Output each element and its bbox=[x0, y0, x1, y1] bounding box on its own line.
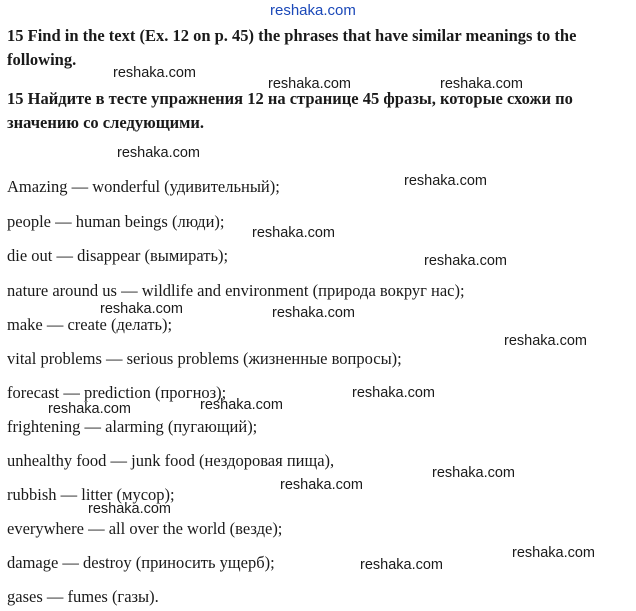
watermark: reshaka.com bbox=[352, 385, 436, 401]
watermark: reshaka.com bbox=[360, 557, 444, 573]
list-item: frightening — alarming (пугающий); bbox=[7, 417, 258, 436]
list-item: forecast — prediction (прогноз); bbox=[7, 383, 227, 402]
exercise-heading-russian: 15 Найдите в тесте упражнения 12 на странице 45 фразы, которые схожи по значению со следующими. bbox=[7, 89, 573, 132]
list-item: people — human beings (люди); bbox=[7, 212, 225, 231]
exercise-heading-english: 15 Find in the text (Ex. 12 on p. 45) the phrases that have similar meanings to the following. bbox=[7, 26, 577, 69]
list-item: vital problems — serious problems (жизненные вопросы); bbox=[7, 349, 402, 368]
watermark: reshaka.com bbox=[88, 501, 172, 517]
watermark: reshaka.com bbox=[424, 253, 508, 269]
watermark: reshaka.com bbox=[432, 465, 516, 481]
list-item: Amazing — wonderful (удивительный); bbox=[7, 177, 280, 196]
watermark: reshaka.com bbox=[404, 173, 488, 189]
watermark-top: reshaka.com bbox=[270, 2, 356, 19]
watermark: reshaka.com bbox=[113, 65, 197, 81]
list-item: nature around us — wildlife and environment (природа вокруг нас); bbox=[7, 281, 465, 300]
watermark: reshaka.com bbox=[200, 397, 284, 413]
list-item: unhealthy food — junk food (нездоровая пища), bbox=[7, 451, 335, 470]
list-item: gases — fumes (газы). bbox=[7, 587, 159, 606]
watermark: reshaka.com bbox=[272, 305, 356, 321]
list-item: die out — disappear (вымирать); bbox=[7, 246, 229, 265]
watermark: reshaka.com bbox=[268, 76, 352, 92]
list-item: everywhere — all over the world (везде); bbox=[7, 519, 283, 538]
list-item: damage — destroy (приносить ущерб); bbox=[7, 553, 275, 572]
watermark: reshaka.com bbox=[48, 401, 132, 417]
watermark: reshaka.com bbox=[117, 145, 201, 161]
list-item: rubbish — litter (мусор); bbox=[7, 485, 175, 504]
watermark: reshaka.com bbox=[252, 225, 336, 241]
watermark: reshaka.com bbox=[100, 301, 184, 317]
watermark: reshaka.com bbox=[512, 545, 596, 561]
watermark: reshaka.com bbox=[440, 76, 524, 92]
list-item: make — create (делать); bbox=[7, 315, 173, 334]
watermark: reshaka.com bbox=[280, 477, 364, 493]
watermark: reshaka.com bbox=[504, 333, 588, 349]
